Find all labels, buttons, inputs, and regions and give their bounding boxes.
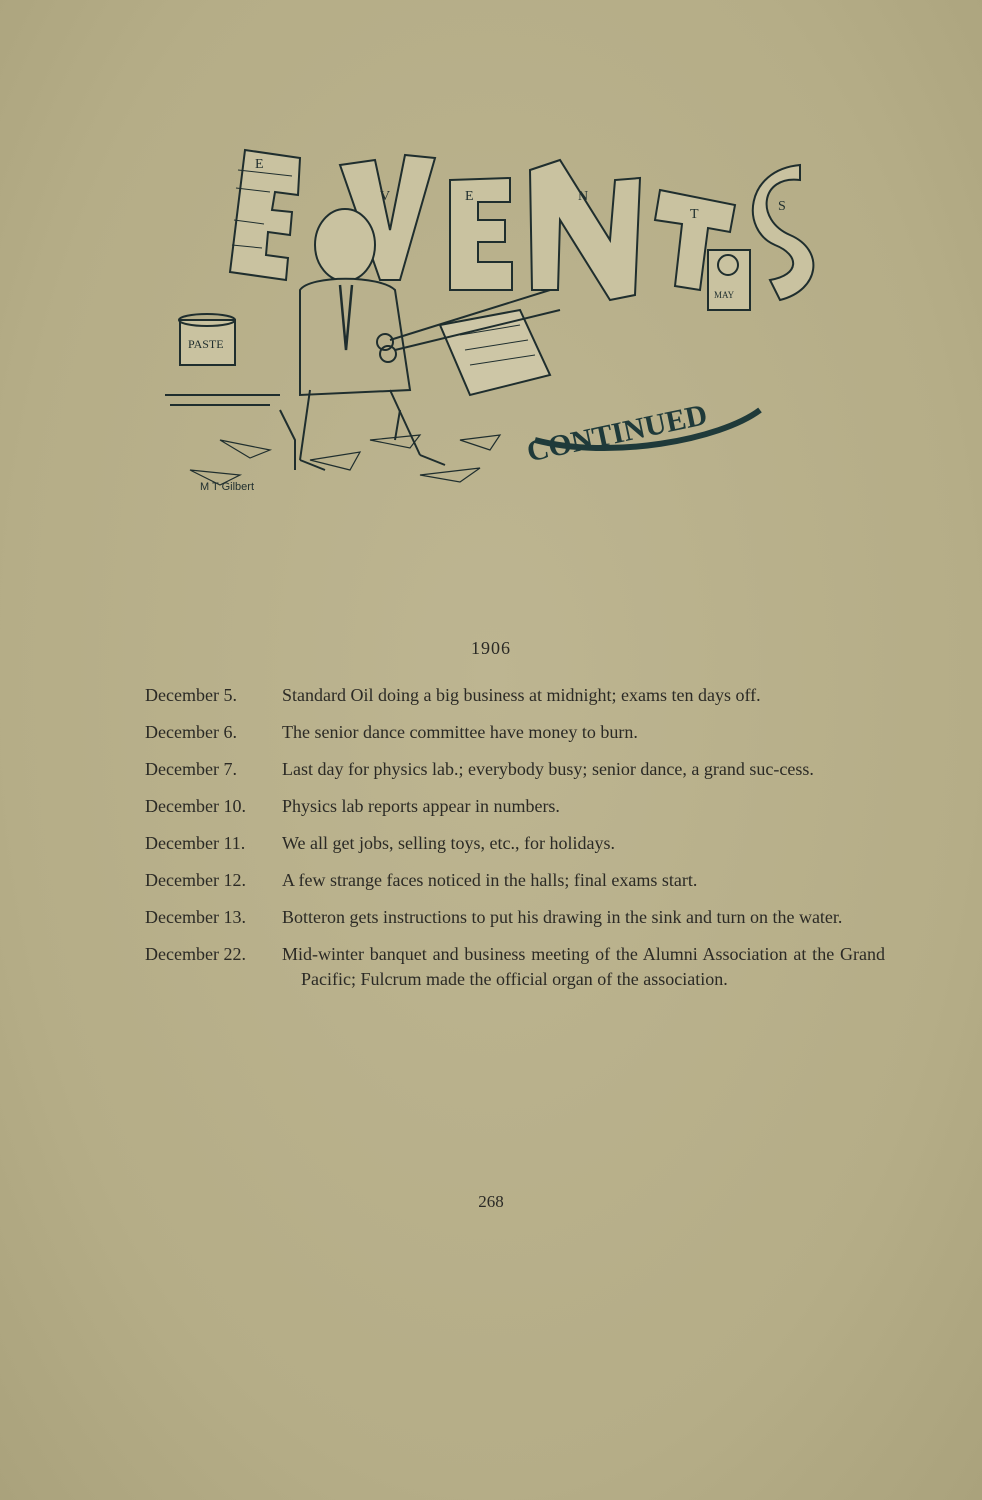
wall-calendar xyxy=(708,250,750,310)
event-date: December 22. xyxy=(145,944,246,964)
clipping-letter-e2 xyxy=(450,178,512,290)
artist-signature: M T Gilbert xyxy=(200,481,254,493)
event-entry xyxy=(145,757,885,782)
page-number: 268 xyxy=(478,1192,504,1211)
event-entry xyxy=(145,720,885,745)
svg-text:E: E xyxy=(255,157,264,172)
clipping-letter-s xyxy=(753,165,814,300)
events-header-illustration xyxy=(160,140,860,500)
event-text: A few strange faces noticed in the halls; final exams start. xyxy=(282,870,698,890)
event-date: December 7. xyxy=(145,759,237,779)
svg-text:E: E xyxy=(465,189,474,204)
floor-clippings xyxy=(190,435,500,485)
seated-man-figure xyxy=(280,209,445,470)
event-text: Physics lab reports appear in numbers. xyxy=(282,796,560,816)
events-list xyxy=(145,683,885,1004)
svg-text:MAY: MAY xyxy=(714,290,735,300)
paste-pot xyxy=(179,314,235,365)
svg-text:N: N xyxy=(578,189,589,204)
newspaper-clipping xyxy=(440,310,550,395)
event-entry xyxy=(145,831,885,856)
svg-text:T: T xyxy=(690,207,699,222)
event-entry xyxy=(145,942,885,992)
svg-text:CONTINUED: CONTINUED xyxy=(523,398,711,469)
event-date: December 13. xyxy=(145,907,246,927)
event-date: December 5. xyxy=(145,685,237,705)
event-entry xyxy=(145,794,885,819)
event-text: Botteron gets instructions to put his drawing in the sink and turn on the water. xyxy=(282,907,843,927)
continued-banner xyxy=(524,398,760,468)
clipping-letter-e1 xyxy=(230,150,300,280)
svg-text:PASTE: PASTE xyxy=(188,337,224,351)
svg-text:V: V xyxy=(380,189,391,204)
event-date: December 10. xyxy=(145,796,246,816)
event-text: Standard Oil doing a big business at midnight; exams ten days off. xyxy=(282,685,761,705)
svg-text:S: S xyxy=(778,199,786,214)
event-entry xyxy=(145,868,885,893)
event-date: December 12. xyxy=(145,870,246,890)
event-date: December 11. xyxy=(145,833,246,853)
event-text: We all get jobs, selling toys, etc., for holidays. xyxy=(282,833,615,853)
event-entry xyxy=(145,683,885,708)
event-text: Mid-winter banquet and business meeting of the Alumni Association at the Grand Pacific; Fulcrum made the official organ of the association. xyxy=(282,944,885,989)
year-heading: 1906 xyxy=(471,638,511,658)
event-text: Last day for physics lab.; everybody busy; senior dance, a grand suc-cess. xyxy=(282,759,814,779)
event-text: The senior dance committee have money to burn. xyxy=(282,722,638,742)
clipping-letter-n xyxy=(530,160,640,300)
event-date: December 6. xyxy=(145,722,237,742)
event-entry xyxy=(145,905,885,930)
